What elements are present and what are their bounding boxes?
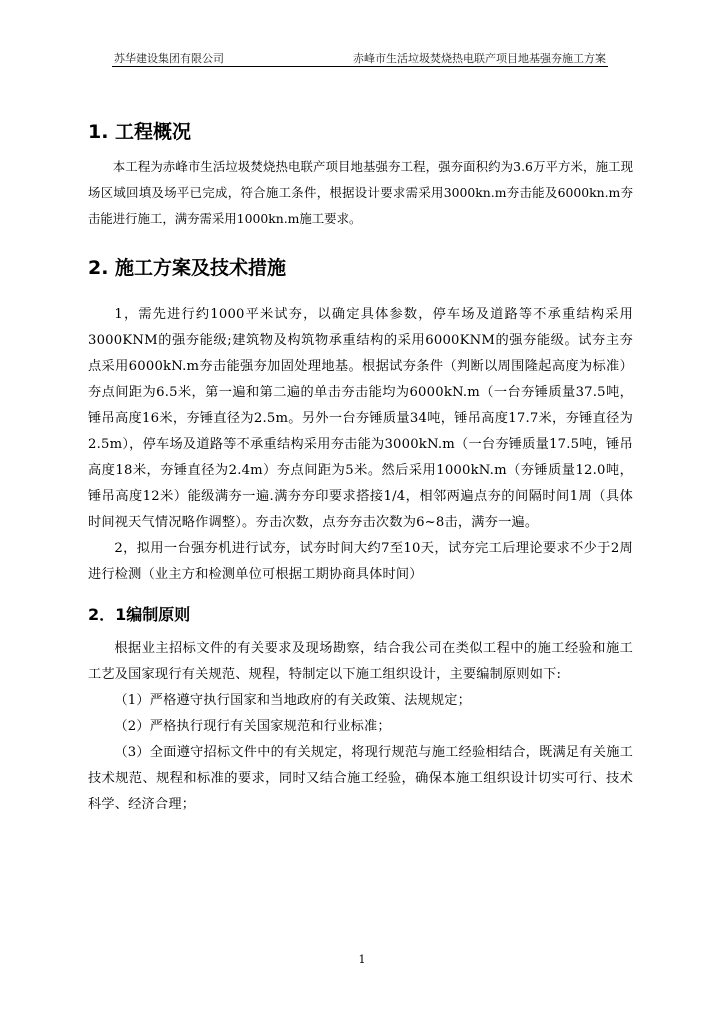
section-1-paragraph: 本工程为赤峰市生活垃圾焚烧热电联产项目地基强夯工程，强夯面积约为3.6万平方米，施工现场区域回填及场平已完成，符合施工条件，根据设计要求需采用3000kn.m夯击能及6000kn.m夯击能进行施工，满夯需采用1000kn.m施工要求。 — [88, 159, 633, 226]
section-1-heading: 1. 工程概况 — [88, 121, 192, 143]
principle-item-2: （2）严格执行现行有关国家规范和行业标准； — [114, 719, 391, 734]
principle-item-3: （3）全面遵守招标文件中的有关规定，将现行规范与施工经验相结合，既满足有关施工技术规范、规程和标准的要求，同时又结合施工经验，确保本施工组织设计切实可行、技术科学、经济合理； — [88, 745, 633, 812]
header-company: 苏华建设集团有限公司 — [114, 52, 224, 65]
page-number: 1 — [358, 953, 366, 966]
section-2-heading: 2. 施工方案及技术措施 — [88, 257, 287, 279]
header-rule — [112, 66, 608, 67]
section-2-1-intro: 根据业主招标文件的有关要求及现场勘察，结合我公司在类似工程中的施工经验和施工工艺及国家现行有关规范、规程，特制定以下施工组织设计，主要编制原则如下: — [88, 641, 633, 682]
section-2-1-heading: 2．1编制原则 — [88, 605, 191, 624]
principle-item-1: （1）严格遵守执行国家和当地政府的有关政策、法规规定； — [114, 693, 472, 708]
header-doc-title: 赤峰市生活垃圾焚烧热电联产项目地基强夯施工方案 — [353, 52, 606, 65]
section-2-paragraph-1: 1，需先进行约1000平米试夯，以确定具体参数，停车场及道路等不承重结构采用3000KNM的强夯能级;建筑物及构筑物承重结构的采用6000KNM的强夯能级。试夯主夯点采用6000kN.m夯击能强夯加固处理地基。根据试夯条件（判断以周围隆起高度为标准）夯点间距为6.5米，第一遍和第二遍的单击夯击能均为6000kN.m（一台夯锤质量37.5吨，锤吊高度16米，夯锤直径为2.5m。另外一台夯锤质量34吨，锤吊高度17.7米，夯锤直径为2.5m），停车场及道路等不承重结构采用夯击能为3000kN.m（一台夯锤质量17.5吨，锤吊高度18米，夯锤直径为2.4m）夯点间距为5米。然后采用1000kN.m（夯锤质量12.0吨，锤吊高度12米）能级满夯一遍.满夯夯印要求搭接1/4，相邻两遍点夯的间隔时间1周（具体时间视天气情况略作调整）。夯击次数，点夯夯击次数为6~8击，满夯一遍。 — [88, 307, 633, 530]
section-2-paragraph-2: 2，拟用一台强夯机进行试夯，试夯时间大约7至10天，试夯完工后理论要求不少于2周进行检测（业主方和检测单位可根据工期协商具体时间） — [88, 541, 633, 582]
document-body — [88, 112, 633, 818]
